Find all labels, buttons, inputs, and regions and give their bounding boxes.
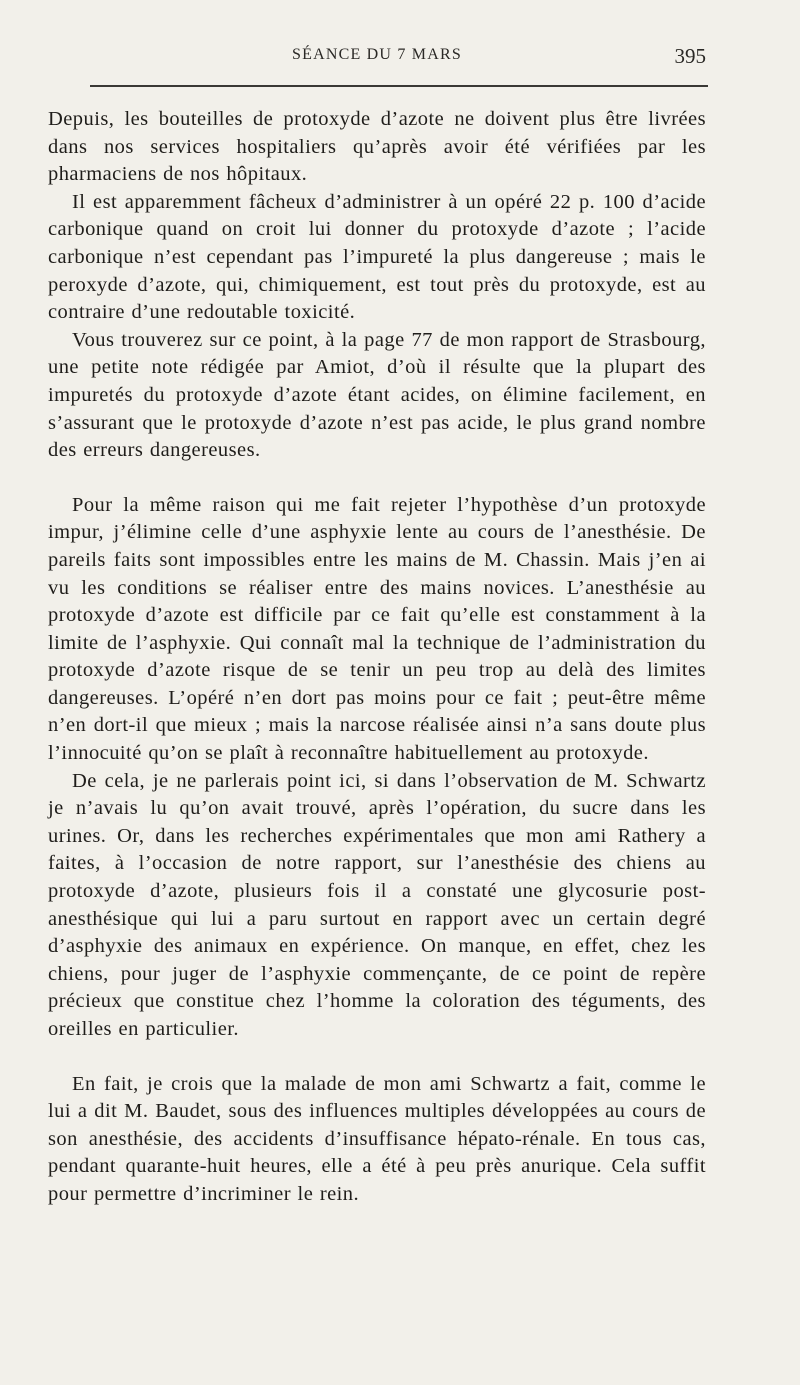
paragraph: En fait, je crois que la malade de mon ami Schwartz a fait, comme le lui a dit M. Baudet, sous des influences multiples développées au cours de son anesthésie, des accidents d’insuffisance hépato-rénale. En tous cas, pendant quarante-huit heures, elle a été à peu près anurique. Cela suffit pour permettre d’incriminer le rein. <box>48 1072 706 1205</box>
page-number: 395 <box>674 44 706 68</box>
paragraph: Vous trouverez sur ce point, à la page 77 de mon rapport de Strasbourg, une petite note rédigée par Amiot, d’où il résulte que la plupart des impuretés du protoxyde d’azote étant acides, on élimine facilement, en s’assurant que le protoxyde d’azote n’est pas acide, le plus grand nombre des erreurs dangereuses. <box>48 328 706 462</box>
page-header <box>48 46 706 72</box>
paragraph: Il est apparemment fâcheux d’administrer à un opéré 22 p. 100 d’acide carbonique quand on croit lui donner du protoxyde d’azote ; l’acide carbonique n’est cependant pas l’impureté la plus dangereuse ; mais le peroxyde d’azote, qui, chimiquement, est tout près du protoxyde, est au contraire d’une redoutable toxicité. <box>48 190 706 324</box>
running-title: SÉANCE DU 7 MARS <box>292 46 462 63</box>
paragraph: Pour la même raison qui me fait rejeter l’hypothèse d’un protoxyde impur, j’élimine celle d’une asphyxie lente au cours de l’anesthésie. De pareils faits sont impossibles entre les mains de M. Chassin. Mais j’en ai vu les conditions se réaliser entre des mains novices. L’anesthésie au protoxyde d’azote est difficile par ce fait qu’elle est constamment à la limite de l’asphyxie. Qui connaît mal la technique de l’administration du protoxyde d’azote risque de se tenir un peu trop au delà des limites dangereuses. L’opéré n’en dort pas moins pour ce fait ; peut-être même n’en dort-il que mieux ; mais la narcose réalisée ainsi n’a sans doute plus l’innocuité qu’on se plaît à reconnaître habituellement au protoxyde. <box>48 493 706 765</box>
paragraph: De cela, je ne parlerais point ici, si dans l’observation de M. Schwartz je n’avais lu qu’on avait trouvé, après l’opération, du sucre dans les urines. Or, dans les recherches expérimentales que mon ami Rathery a faites, à l’occasion de notre rapport, sur l’anesthésie des chiens au protoxyde d’azote, plusieurs fois il a constaté une glycosurie post-anesthésique qui lui a paru surtout en rapport avec un certain degré d’asphyxie des animaux en expérience. On manque, en effet, chez les chiens, pour juger de l’asphyxie commençante, de ce point de repère précieux que constitue chez l’homme la coloration des téguments, des oreilles en particulier. <box>48 769 706 1040</box>
header-rule <box>90 85 708 87</box>
paragraph: Depuis, les bouteilles de protoxyde d’azote ne doivent plus être livrées dans nos services hospitaliers qu’après avoir été vérifiées par les pharmaciens de nos hôpitaux. <box>48 108 706 186</box>
body-text <box>48 106 706 1209</box>
